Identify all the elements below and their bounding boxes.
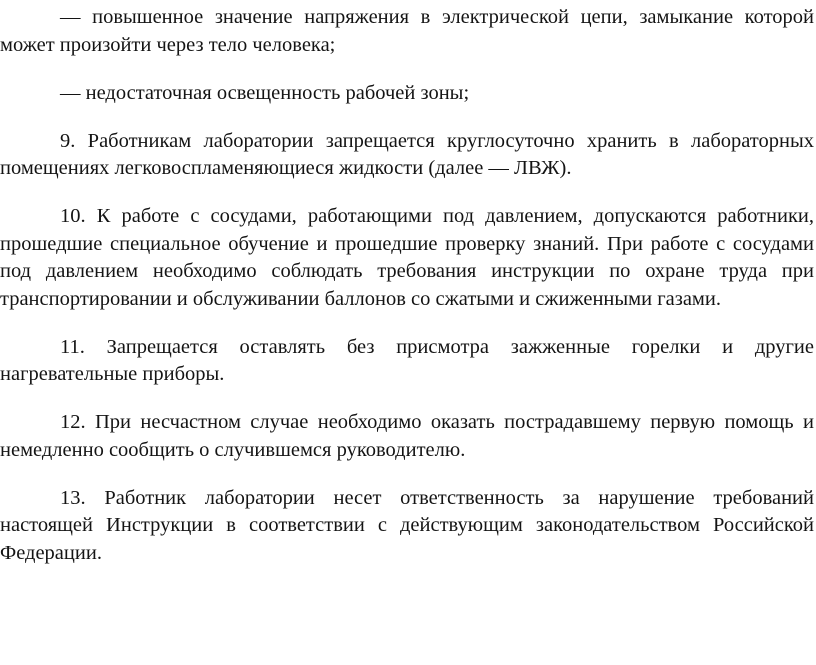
document-page	[0, 4, 814, 588]
hazard-item-voltage: — повышенное значение напряжения в электрической цепи, замыкание которой может произойти через тело человека;	[0, 6, 814, 56]
clause-9: 9. Работникам лаборатории запрещается круглосуточно хранить в лабораторных помещениях легковоспламеняющиеся жидкости (далее — ЛВЖ).	[0, 129, 814, 179]
clause-10: 10. К работе с сосудами, работающими под давлением, допускаются работники, прошедшие специальное обучение и прошедшие проверку знаний. При работе с сосудами под давлением необходимо соблюдать требования инструкции по охране труда при транспортировании и обслуживании баллонов со сжатыми и сжиженными газами.	[0, 205, 814, 310]
clause-11: 11. Запрещается оставлять без присмотра зажженные горелки и другие нагревательные приборы.	[0, 335, 814, 385]
hazard-item-lighting: — недостаточная освещенность рабочей зоны;	[60, 81, 470, 104]
clause-13: 13. Работник лаборатории несет ответственность за нарушение требований настоящей Инструкции в соответствии с действующим законодательством Российской Федерации.	[0, 486, 814, 564]
clause-12: 12. При несчастном случае необходимо оказать пострадавшему первую помощь и немедленно сообщить о случившемся руководителю.	[0, 411, 814, 461]
